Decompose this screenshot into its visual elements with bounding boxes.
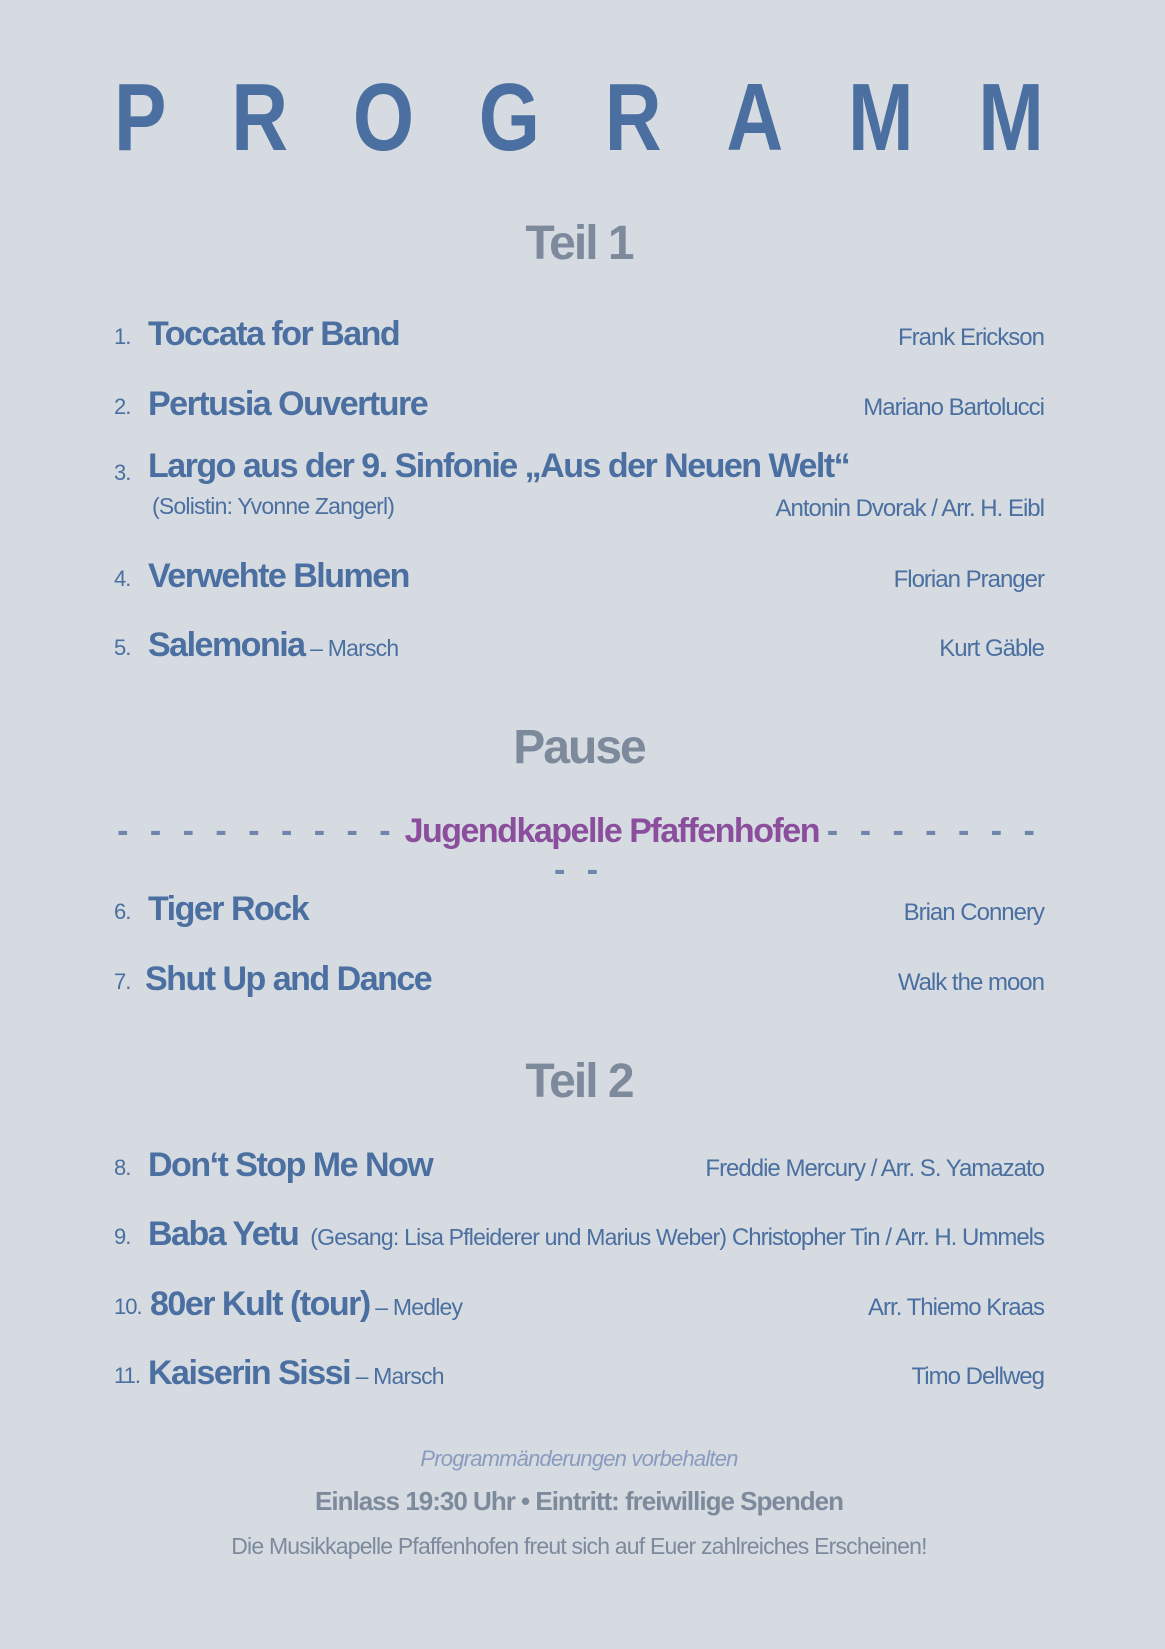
program-change-notice: Programmänderungen vorbehalten bbox=[420, 1446, 738, 1471]
youth-band-divider bbox=[114, 812, 1044, 890]
title-letter: M bbox=[978, 64, 1044, 171]
item-composer: Frank Erickson bbox=[897, 324, 1044, 351]
item-soloist: (Solistin: Yvonne Zangerl) bbox=[152, 493, 395, 519]
title-letter: G bbox=[478, 64, 541, 171]
item-composer: Freddie Mercury / Arr. S. Yamazato bbox=[705, 1155, 1044, 1182]
program-item bbox=[114, 550, 1044, 596]
item-genre: – Medley bbox=[369, 1294, 463, 1320]
item-title: Don‘t Stop Me Now bbox=[148, 1146, 433, 1184]
title-letter: O bbox=[352, 64, 415, 171]
item-number: 3. bbox=[114, 460, 131, 485]
item-genre: – Marsch bbox=[304, 635, 399, 661]
item-title-group bbox=[150, 1285, 462, 1324]
item-composer: Antonin Dvorak / Arr. H. Eibl bbox=[775, 495, 1044, 522]
item-title: Toccata for Band bbox=[148, 315, 400, 353]
item-title: Verwehte Blumen bbox=[148, 557, 409, 595]
item-number: 9. bbox=[114, 1224, 131, 1249]
item-number: 4. bbox=[114, 566, 131, 591]
program-item bbox=[114, 308, 1044, 354]
item-composer: Kurt Gäble bbox=[939, 635, 1044, 662]
title-letter: M bbox=[847, 64, 914, 171]
section-heading-part1: Teil 1 bbox=[525, 217, 633, 270]
item-composer: Mariano Bartolucci bbox=[863, 394, 1044, 421]
item-genre: – Marsch bbox=[350, 1363, 444, 1389]
item-number: 8. bbox=[114, 1155, 131, 1180]
title-letter: R bbox=[604, 64, 662, 171]
item-composer: Arr. Thiemo Kraas bbox=[868, 1294, 1044, 1321]
program-item bbox=[114, 883, 1044, 929]
program-item bbox=[114, 447, 1044, 525]
item-title: Baba Yetu bbox=[148, 1215, 299, 1253]
program-item bbox=[114, 1208, 1044, 1254]
item-title-group bbox=[148, 626, 398, 665]
program-item bbox=[114, 619, 1044, 665]
item-vocalists: (Gesang: Lisa Pfleiderer und Marius Weber) bbox=[310, 1224, 727, 1250]
item-title: 80er Kult (tour) bbox=[150, 1285, 370, 1323]
admission-info: Einlass 19:30 Uhr • Eintritt: freiwillige Spenden bbox=[315, 1486, 843, 1516]
item-title: Pertusia Ouverture bbox=[148, 385, 428, 423]
program-item bbox=[114, 1347, 1044, 1393]
page-title bbox=[114, 64, 1044, 171]
item-title: Kaiserin Sissi bbox=[148, 1354, 351, 1392]
item-number: 2. bbox=[114, 394, 131, 419]
title-letter: P bbox=[114, 64, 167, 171]
divider-dashes: - - - - - - - - - bbox=[117, 812, 397, 850]
item-composer: Walk the moon bbox=[897, 969, 1044, 996]
item-number: 7. bbox=[114, 969, 131, 994]
program-item bbox=[114, 378, 1044, 424]
title-letter: R bbox=[231, 64, 289, 171]
item-number: 11. bbox=[114, 1363, 140, 1388]
item-number: 5. bbox=[114, 635, 131, 660]
youth-band-label: Jugendkapelle Pfaffenhofen bbox=[404, 812, 819, 850]
item-composer: Florian Pranger bbox=[893, 566, 1044, 593]
closing-greeting: Die Musikkapelle Pfaffenhofen freut sich auf Euer zahlreiches Erscheinen! bbox=[231, 1533, 927, 1559]
item-number: 6. bbox=[114, 899, 131, 924]
item-title: Tiger Rock bbox=[148, 890, 309, 928]
item-composer: Brian Connery bbox=[903, 899, 1044, 926]
item-title: Largo aus der 9. Sinfonie „Aus der Neuen Welt“ bbox=[148, 447, 850, 485]
section-heading-pause: Pause bbox=[513, 721, 645, 774]
item-title-group bbox=[148, 1215, 726, 1254]
item-title: Shut Up and Dance bbox=[145, 960, 432, 998]
item-composer: Christopher Tin / Arr. H. Ummels bbox=[731, 1224, 1044, 1251]
section-heading-part2: Teil 2 bbox=[525, 1055, 633, 1108]
divider-dashes: - - - - - - - - - bbox=[553, 812, 1041, 889]
item-number: 10. bbox=[114, 1294, 142, 1319]
program-item bbox=[114, 953, 1044, 999]
item-number: 1. bbox=[114, 324, 131, 349]
program-item bbox=[114, 1139, 1044, 1185]
item-composer: Timo Dellweg bbox=[911, 1363, 1044, 1390]
program-item bbox=[114, 1278, 1044, 1324]
item-title-group bbox=[148, 1354, 444, 1393]
item-title: Salemonia bbox=[148, 626, 305, 664]
title-letter: A bbox=[726, 64, 784, 171]
